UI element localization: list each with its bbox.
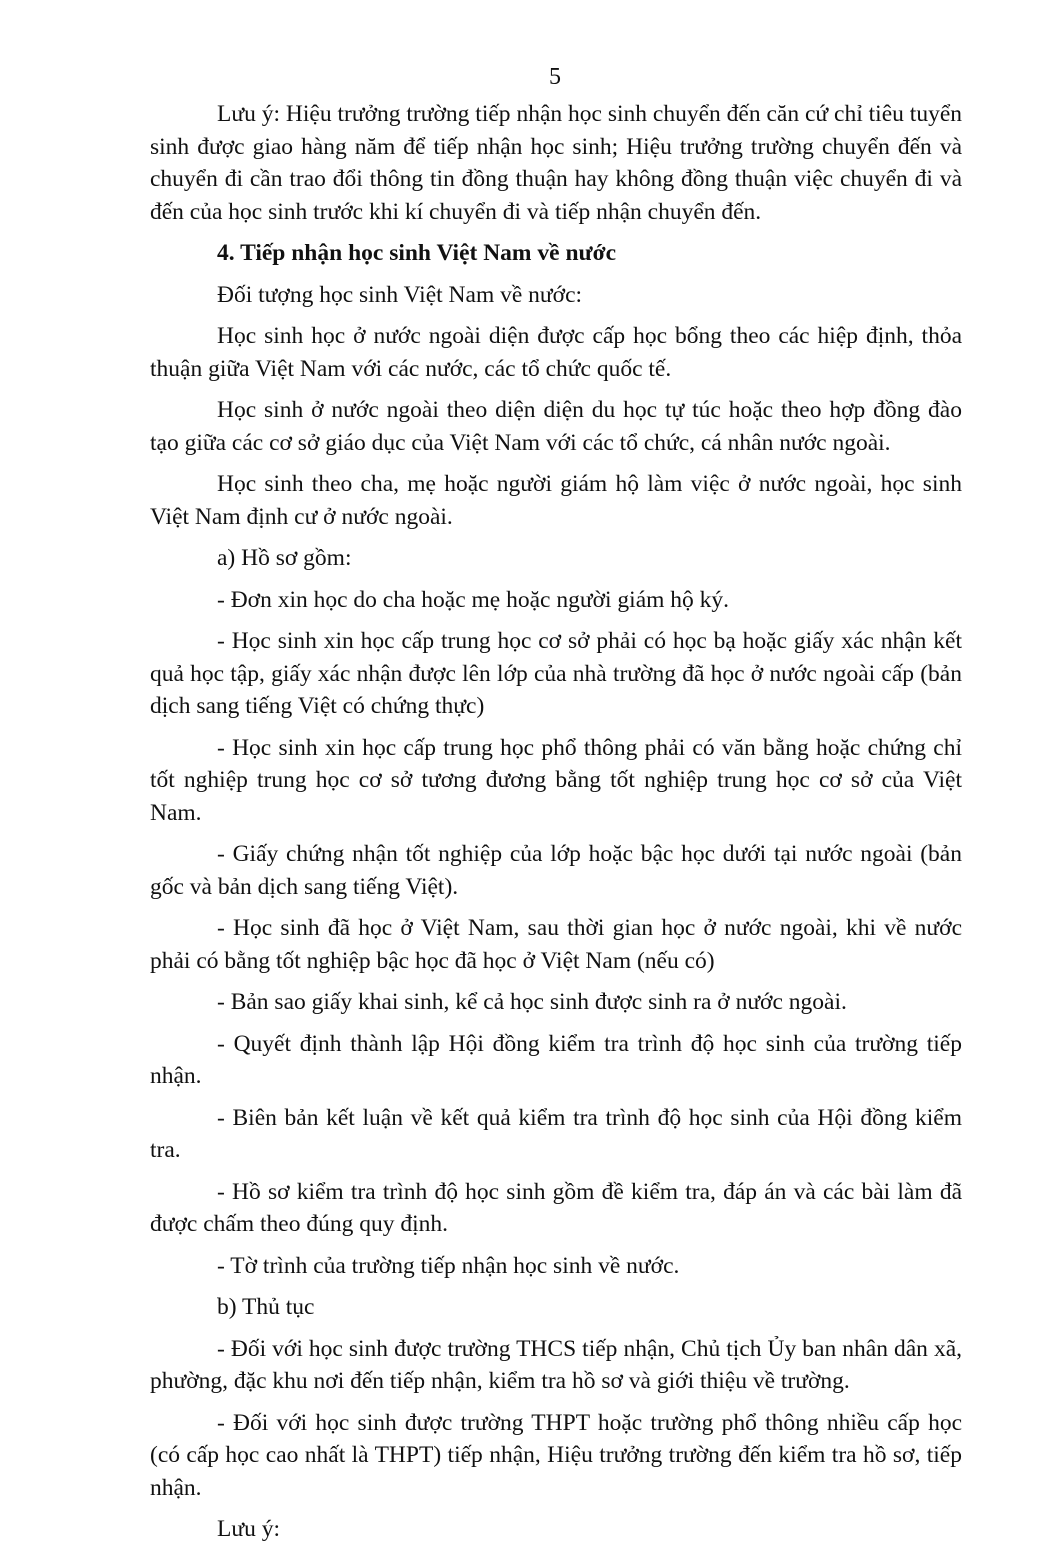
list-item: - Giấy chứng nhận tốt nghiệp của lớp hoặc bậc học dưới tại nước ngoài (bản gốc và bản dịch sang tiếng Việt). <box>150 841 962 900</box>
subheading: a) Hồ sơ gồm: <box>217 545 352 571</box>
page-number: 5 <box>549 64 561 90</box>
list-item: - Bản sao giấy khai sinh, kể cả học sinh được sinh ra ở nước ngoài. <box>217 989 847 1015</box>
paragraph: Học sinh theo cha, mẹ hoặc người giám hộ làm việc ở nước ngoài, học sinh Việt Nam định cư ở nước ngoài. <box>150 471 962 530</box>
list-item: - Học sinh xin học cấp trung học cơ sở phải có học bạ hoặc giấy xác nhận kết quả học tập, giấy xác nhận được lên lớp của nhà trường đã học ở nước ngoài cấp (bản dịch sang tiếng Việt có chứng thực) <box>150 628 962 719</box>
list-item: - Học sinh xin học cấp trung học phổ thông phải có văn bằng hoặc chứng chỉ tốt nghiệp trung học cơ sở tương đương bằng tốt nghiệp trung học cơ sở của Việt Nam. <box>150 734 962 826</box>
subheading: b) Thủ tục <box>217 1294 315 1320</box>
list-item: - Hồ sơ kiểm tra trình độ học sinh gồm đề kiểm tra, đáp án và các bài làm đã được chấm theo đúng quy định. <box>150 1178 962 1237</box>
list-item: - Đối với học sinh được trường THPT hoặc trường phổ thông nhiều cấp học (có cấp học cao nhất là THPT) tiếp nhận, Hiệu trưởng trường đến kiểm tra hồ sơ, tiếp nhận. <box>150 1409 962 1501</box>
paragraph: Học sinh ở nước ngoài theo diện diện du học tự túc hoặc theo hợp đồng đào tạo giữa các cơ sở giáo dục của Việt Nam với các tổ chức, cá nhân nước ngoài. <box>150 397 962 456</box>
note-label: Lưu ý: <box>217 1516 280 1542</box>
document-body <box>150 98 962 1555</box>
note-paragraph: Lưu ý: Hiệu trưởng trường tiếp nhận học sinh chuyển đến căn cứ chỉ tiêu tuyển sinh được giao hàng năm để tiếp nhận học sinh; Hiệu trưởng trường chuyển đến và chuyển đi cần trao đổi thông tin đồng thuận hay không đồng thuận việc chuyển đi và đến của học sinh trước khi kí chuyển đi và tiếp nhận chuyển đến. <box>150 101 962 225</box>
list-item: - Học sinh đã học ở Việt Nam, sau thời gian học ở nước ngoài, khi về nước phải có bằng tốt nghiệp bậc học đã học ở Việt Nam (nếu có) <box>150 915 962 974</box>
paragraph: Học sinh học ở nước ngoài diện được cấp học bổng theo các hiệp định, thỏa thuận giữa Việt Nam với các nước, các tổ chức quốc tế. <box>150 323 962 382</box>
list-item: - Đối với học sinh được trường THCS tiếp nhận, Chủ tịch Ủy ban nhân dân xã, phường, đặc khu nơi đến tiếp nhận, kiểm tra hồ sơ và giới thiệu về trường. <box>150 1335 962 1394</box>
list-item: - Quyết định thành lập Hội đồng kiểm tra trình độ học sinh của trường tiếp nhận. <box>150 1030 962 1089</box>
list-item: - Đơn xin học do cha hoặc mẹ hoặc người giám hộ ký. <box>217 586 730 613</box>
list-item: - Biên bản kết luận về kết quả kiểm tra trình độ học sinh của Hội đồng kiểm tra. <box>150 1104 962 1163</box>
section-heading: 4. Tiếp nhận học sinh Việt Nam về nước <box>217 240 617 266</box>
paragraph: Đối tượng học sinh Việt Nam về nước: <box>217 281 583 308</box>
list-item: - Tờ trình của trường tiếp nhận học sinh về nước. <box>217 1252 680 1279</box>
